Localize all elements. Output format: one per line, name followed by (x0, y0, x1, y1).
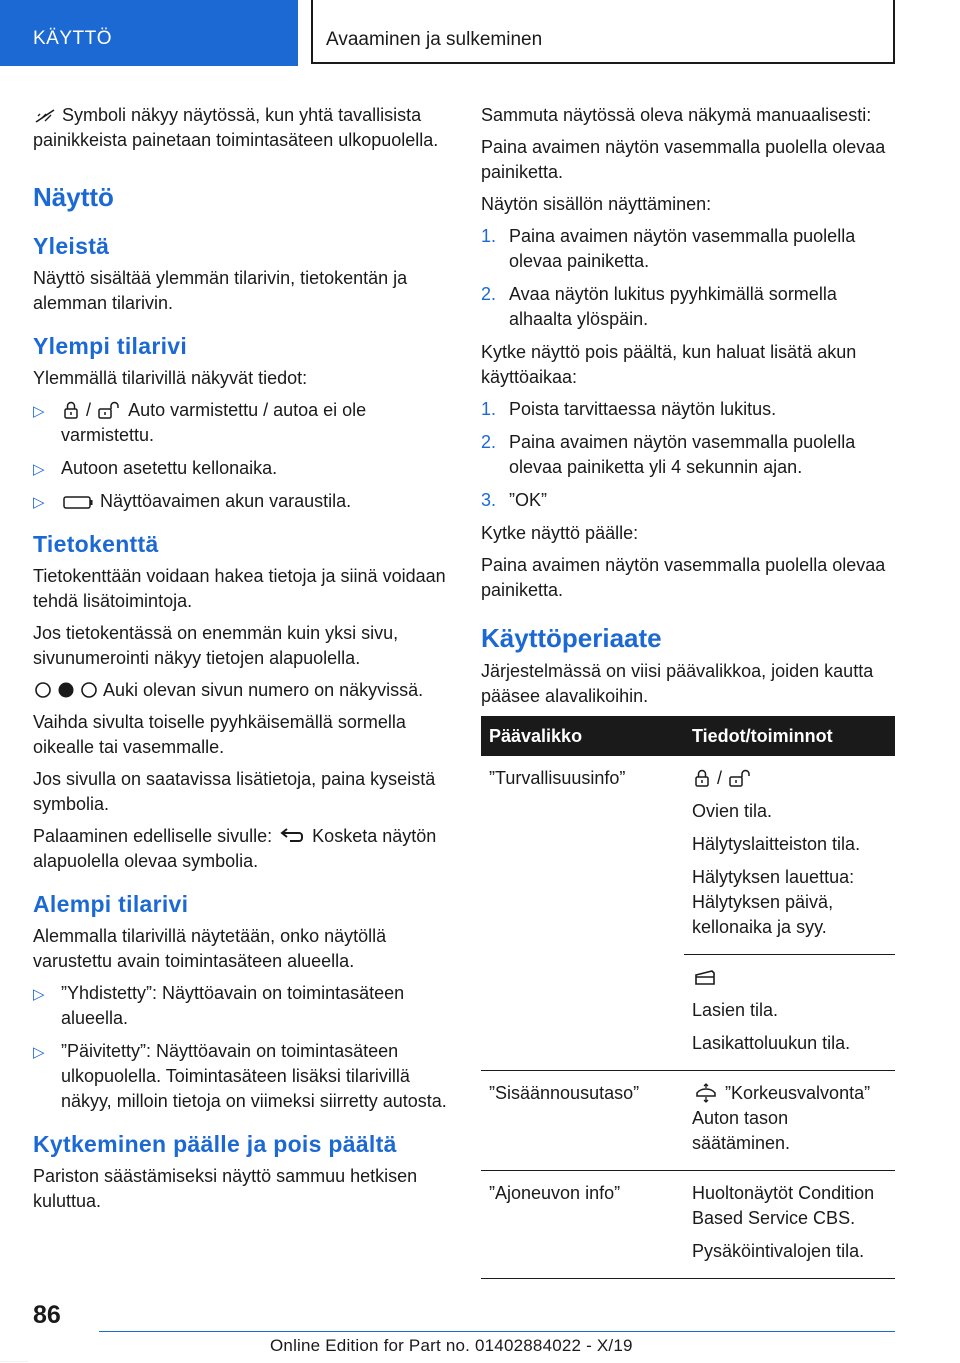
heading-kayttoperiaate: Käyttöperiaate (481, 623, 662, 653)
list-item-text: Näyttöavaimen akun varaustila. (100, 491, 352, 511)
step-item (481, 397, 895, 422)
list-item (33, 398, 451, 448)
right-p4: Kytke näyttö pois päältä, kun haluat lisätä akun käyttöaikaa: (481, 342, 857, 387)
yleista-text: Näyttö sisältää ylemmän tilarivin, tietokentän ja alemman tilarivin. (33, 268, 408, 313)
page-indicator-text: Auki olevan sivun numero on näkyvissä. (103, 680, 424, 700)
chapter-tab[interactable]: KÄYTTÖ (0, 0, 298, 66)
list-item (33, 456, 451, 481)
tietokentta-p3 (33, 678, 451, 703)
table-row (481, 1171, 895, 1279)
info-cell (684, 955, 895, 1071)
info-line: Lasien tila. (692, 1000, 779, 1020)
info-text: ”Korkeusvalvonta” Auton tason säätäminen. (692, 1083, 871, 1153)
info-line: Huoltonäytöt Condition Based Service CBS. (692, 1183, 875, 1228)
ylempi-list (33, 398, 451, 514)
car-window-icon (692, 967, 718, 987)
kayttoperiaate-text: Järjestelmässä on viisi päävalikkoa, joiden kautta pääsee alavalikoihin. (481, 661, 874, 706)
step-item (481, 488, 895, 513)
back-arrow-icon (277, 826, 307, 846)
tietokentta-p1: Tietokenttään voidaan hakea tietoja ja siinä voidaan tehdä lisätoimintoja. (33, 566, 446, 611)
triangle-bullet-icon: ▷ (33, 403, 45, 420)
info-line-with-icon (692, 1081, 887, 1156)
list-item-text: ”Yhdistetty”: Näyttöavain on toimintasäteen alueella. (61, 983, 405, 1028)
right-p1: Sammuta näytössä oleva näkymä manuaalisesti: (481, 105, 872, 125)
list-item (33, 1039, 451, 1114)
kytkeminen-text: Pariston säästämiseksi näyttö sammuu hetkisen kuluttua. (33, 1166, 418, 1211)
step-number: 2. (481, 284, 497, 304)
step-text: Poista tarvittaessa näytön lukitus. (509, 399, 777, 419)
lock-icons-line (692, 766, 887, 791)
triangle-bullet-icon: ▷ (33, 494, 45, 511)
intro-paragraph (33, 103, 451, 153)
list-item (33, 981, 451, 1031)
list-item-text: Autoon asetettu kellonaika. (61, 458, 278, 478)
right-p5: Kytke näyttö päälle: (481, 523, 639, 543)
step-number: 1. (481, 399, 497, 419)
right-p3: Näytön sisällön näyttäminen: (481, 194, 712, 214)
steps-list-2 (481, 397, 895, 513)
lock-open-icon (727, 768, 755, 788)
info-line: Lasikattoluukun tila. (692, 1033, 851, 1053)
info-line: Hälytyslaitteiston tila. (692, 834, 861, 854)
triangle-bullet-icon: ▷ (33, 461, 45, 478)
page-number: 86 (33, 1301, 61, 1329)
step-number: 3. (481, 490, 497, 510)
step-item (481, 430, 895, 480)
list-item (33, 489, 451, 514)
section-tab[interactable]: Avaaminen ja sulkeminen (311, 0, 895, 64)
step-text: Paina avaimen näytön vasemmalla puolella olevaa painiketta. (509, 226, 856, 271)
page-title: Näyttö (33, 182, 114, 212)
back-text-a: Palaaminen edelliselle sivulle: (33, 826, 273, 846)
heading-kytkeminen: Kytkeminen päälle ja pois päältä (33, 1131, 397, 1157)
list-item-text: Auto varmistettu / autoa ei ole varmistettu. (61, 400, 367, 445)
heading-ylempi: Ylempi tilarivi (33, 333, 188, 359)
alempi-text: Alemmalla tilarivillä näytetään, onko näytöllä varustettu avain toimintasäteen alueella. (33, 926, 387, 971)
lock-open-icon (96, 400, 124, 420)
ylempi-text: Ylemmällä tilarivillä näkyvät tiedot: (33, 368, 308, 388)
page-indicator-icon (33, 680, 99, 700)
menu-cell: ”Turvallisuusinfo” (481, 756, 684, 1071)
step-text: Paina avaimen näytön vasemmalla puolella olevaa painiketta yli 4 sekunnin ajan. (509, 432, 856, 477)
tietokentta-p4: Vaihda sivulta toiselle pyyhkäisemällä sormella oikealle tai vasemmalle. (33, 712, 406, 757)
info-cell (684, 756, 895, 955)
info-line: Ovien tila. (692, 801, 773, 821)
heading-tietokentta: Tietokenttä (33, 531, 159, 557)
footer-edition (270, 1336, 633, 1356)
step-number: 2. (481, 432, 497, 452)
list-item-text: ”Päivitetty”: Näyttöavain on toimintasäteen ulkopuolella. Toimintasäteen lisäksi tilarivillä näkyy, milloin tietoja on viimeksi siirretty autosta. (61, 1041, 447, 1111)
menu-cell: ”Ajoneuvon info” (481, 1171, 684, 1279)
info-cell (684, 1171, 895, 1279)
header-paavalikko: Päävalikko (481, 716, 684, 756)
slash-text: / (86, 400, 92, 420)
lock-closed-icon (692, 768, 712, 788)
info-cell (684, 1071, 895, 1171)
info-line: Pysäköintivalojen tila. (692, 1241, 865, 1261)
step-text: ”OK” (509, 490, 547, 510)
intro-text: Symboli näkyy näytössä, kun yhtä tavallisista painikkeista painetaan toimintasäteen ulkopuolella. (33, 105, 439, 150)
right-column (481, 103, 895, 1279)
heading-yleista: Yleistä (33, 233, 110, 259)
right-p6: Paina avaimen näytön vasemmalla puolella olevaa painiketta. (481, 555, 886, 600)
window-icon-line (692, 965, 887, 990)
menu-cell: ”Sisäännousutaso” (481, 1071, 684, 1171)
right-p2: Paina avaimen näytön vasemmalla puolella olevaa painiketta. (481, 137, 886, 182)
steps-list-1 (481, 224, 895, 332)
left-column (33, 103, 451, 1221)
main-menu-table (481, 716, 895, 1279)
tietokentta-p2: Jos tietokentässä on enemmän kuin yksi sivu, sivunumerointi näkyy tietojen alapuolella. (33, 623, 399, 668)
slash-text: / (717, 768, 723, 788)
battery-icon (61, 493, 95, 511)
triangle-bullet-icon: ▷ (33, 986, 45, 1003)
tietokentta-p5: Jos sivulla on saatavissa lisätietoja, paina kyseistä symbolia. (33, 769, 436, 814)
step-item (481, 224, 895, 274)
table-row (481, 1071, 895, 1171)
info-line: Hälytyksen lauettua: Hälytyksen päivä, kellonaika ja syy. (692, 867, 855, 937)
alempi-list (33, 981, 451, 1114)
back-text-b: Kosketa näytön alapuolella olevaa symbolia. (33, 826, 437, 871)
footer-divider (99, 1331, 895, 1332)
edition-text: Online Edition for Part no. 01402884022 - X/19 (270, 1336, 633, 1355)
no-signal-icon (33, 107, 57, 125)
table-header-row (481, 716, 895, 756)
step-item (481, 282, 895, 332)
header-tiedot: Tiedot/toiminnot (684, 716, 895, 756)
step-number: 1. (481, 226, 497, 246)
header-bar (0, 0, 960, 66)
triangle-bullet-icon: ▷ (33, 1044, 45, 1061)
tietokentta-p6 (33, 824, 451, 874)
table-row (481, 756, 895, 955)
ride-height-icon (692, 1083, 720, 1103)
lock-closed-icon (61, 400, 81, 420)
step-text: Avaa näytön lukitus pyyhkimällä sormella alhaalta ylöspäin. (509, 284, 837, 329)
heading-alempi: Alempi tilarivi (33, 891, 189, 917)
